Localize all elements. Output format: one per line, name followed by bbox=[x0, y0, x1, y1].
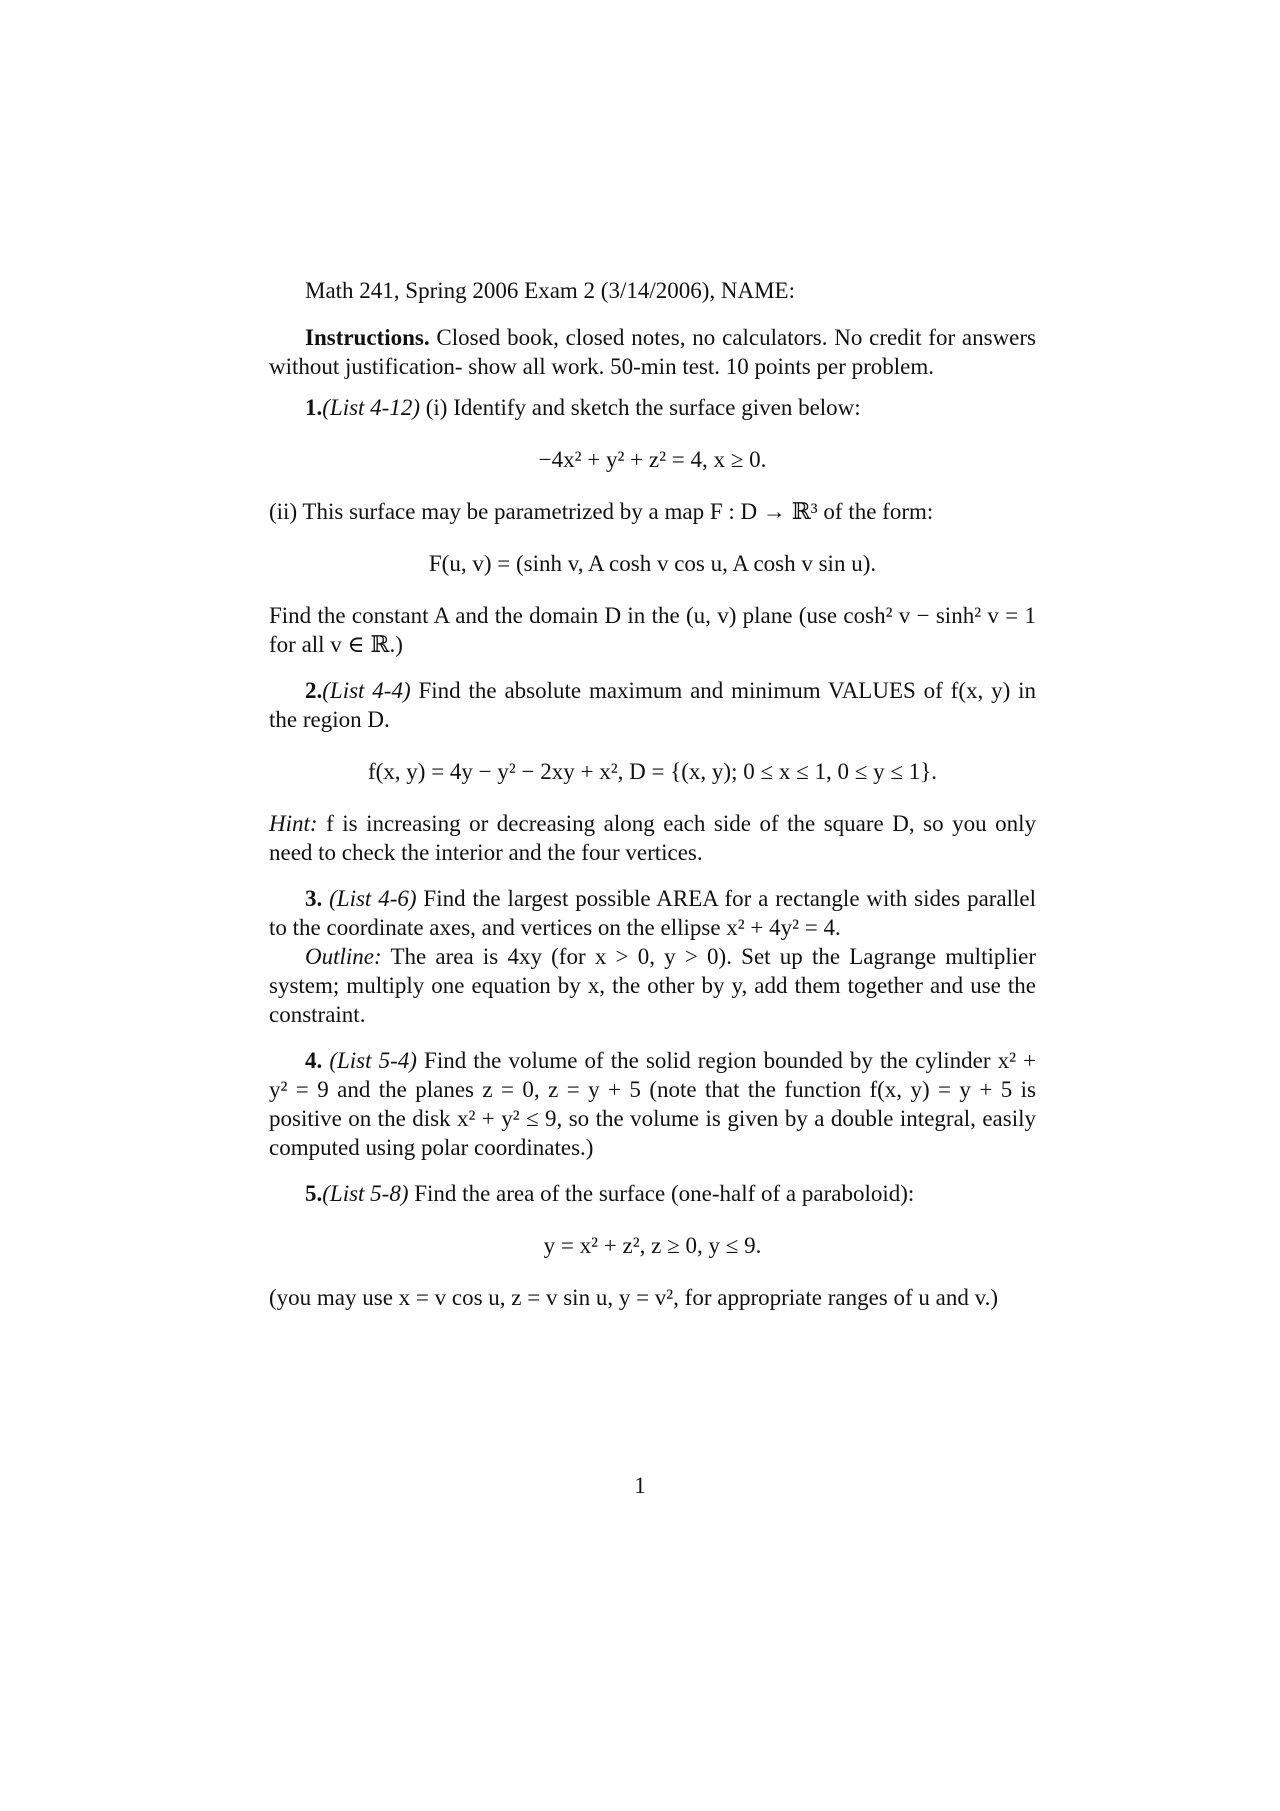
problem-3-number: 3. bbox=[305, 886, 323, 911]
problem-2-text: Find the absolute maximum and minimum VALUES of f(x, y) in the region D. bbox=[269, 678, 1036, 732]
instructions bbox=[269, 323, 1036, 381]
problem-1-part2: (ii) This surface may be parametrized by a map F : D → ℝ³ of the form: bbox=[269, 499, 934, 524]
problem-2-tag: (List 4-4) bbox=[322, 678, 411, 703]
instructions-text: Closed book, closed notes, no calculators. No credit for answers without justification- show all work. 50-min test. 10 points per problem. bbox=[269, 325, 1036, 379]
problem-4 bbox=[269, 1046, 1036, 1162]
problem-5-tail: (you may use x = v cos u, z = v sin u, y = v², for appropriate ranges of u and v.) bbox=[269, 1285, 999, 1310]
problem-3-outline-label: Outline: bbox=[305, 944, 382, 969]
problem-4-number: 4. bbox=[305, 1048, 323, 1073]
problem-5-number: 5. bbox=[305, 1181, 323, 1206]
problem-1-equation: −4x² + y² + z² = 4, x ≥ 0. bbox=[538, 447, 767, 472]
problem-4-text: Find the volume of the solid region bounded by the cylinder x² + y² = 9 and the planes z = 0, z = y + 5 (note that the function f(x, y) = y + 5 is positive on the disk x² + y² ≤ 9, so the volume is given by a double integral, easily computed using polar coordinates.) bbox=[269, 1048, 1037, 1160]
problem-2 bbox=[269, 676, 1036, 734]
problem-5-equation: y = x² + z², z ≥ 0, y ≤ 9. bbox=[543, 1233, 762, 1258]
problem-1-number: 1. bbox=[305, 395, 323, 420]
problem-3 bbox=[269, 884, 1036, 942]
problem-2-hint-text: f is increasing or decreasing along each side of the square D, so you only need to check the interior and the four vertices. bbox=[269, 811, 1036, 865]
problem-5-text: Find the area of the surface (one-half of a paraboloid): bbox=[414, 1181, 915, 1206]
problem-5 bbox=[269, 1179, 1036, 1208]
problem-1-parametrization: F(u, v) = (sinh v, A cosh v cos u, A cosh v sin u). bbox=[428, 551, 877, 576]
problem-1-tail: Find the constant A and the domain D in the (u, v) plane (use cosh² v − sinh² v = 1 for all v ∈ ℝ.) bbox=[269, 603, 1036, 657]
problem-3-outline-text: The area is 4xy (for x > 0, y > 0). Set up the Lagrange multiplier system; multiply one equation by x, the other by y, add them together and use the constraint. bbox=[269, 944, 1036, 1027]
problem-2-equation: f(x, y) = 4y − y² − 2xy + x², D = {(x, y); 0 ≤ x ≤ 1, 0 ≤ y ≤ 1}. bbox=[367, 759, 937, 784]
problem-4-tag: (List 5-4) bbox=[329, 1048, 417, 1073]
problem-3-text: Find the largest possible AREA for a rectangle with sides parallel to the coordinate axes, and vertices on the ellipse x² + 4y² = 4. bbox=[269, 886, 1037, 940]
instructions-label: Instructions. bbox=[305, 325, 430, 350]
page-number: 1 bbox=[634, 1473, 646, 1498]
problem-5-tag: (List 5-8) bbox=[322, 1181, 409, 1206]
exam-page bbox=[269, 276, 1036, 1312]
problem-3-tag: (List 4-6) bbox=[329, 886, 417, 911]
problem-2-hint bbox=[269, 809, 1036, 867]
problem-1-tag: (List 4-12) bbox=[322, 395, 420, 420]
problem-2-number: 2. bbox=[305, 678, 323, 703]
problem-1 bbox=[269, 393, 1036, 422]
problem-3-outline bbox=[269, 942, 1036, 1029]
problem-1-text: (i) Identify and sketch the surface given below: bbox=[425, 395, 861, 420]
problem-2-hint-label: Hint: bbox=[269, 811, 318, 836]
exam-title: Math 241, Spring 2006 Exam 2 (3/14/2006), NAME: bbox=[305, 278, 795, 303]
